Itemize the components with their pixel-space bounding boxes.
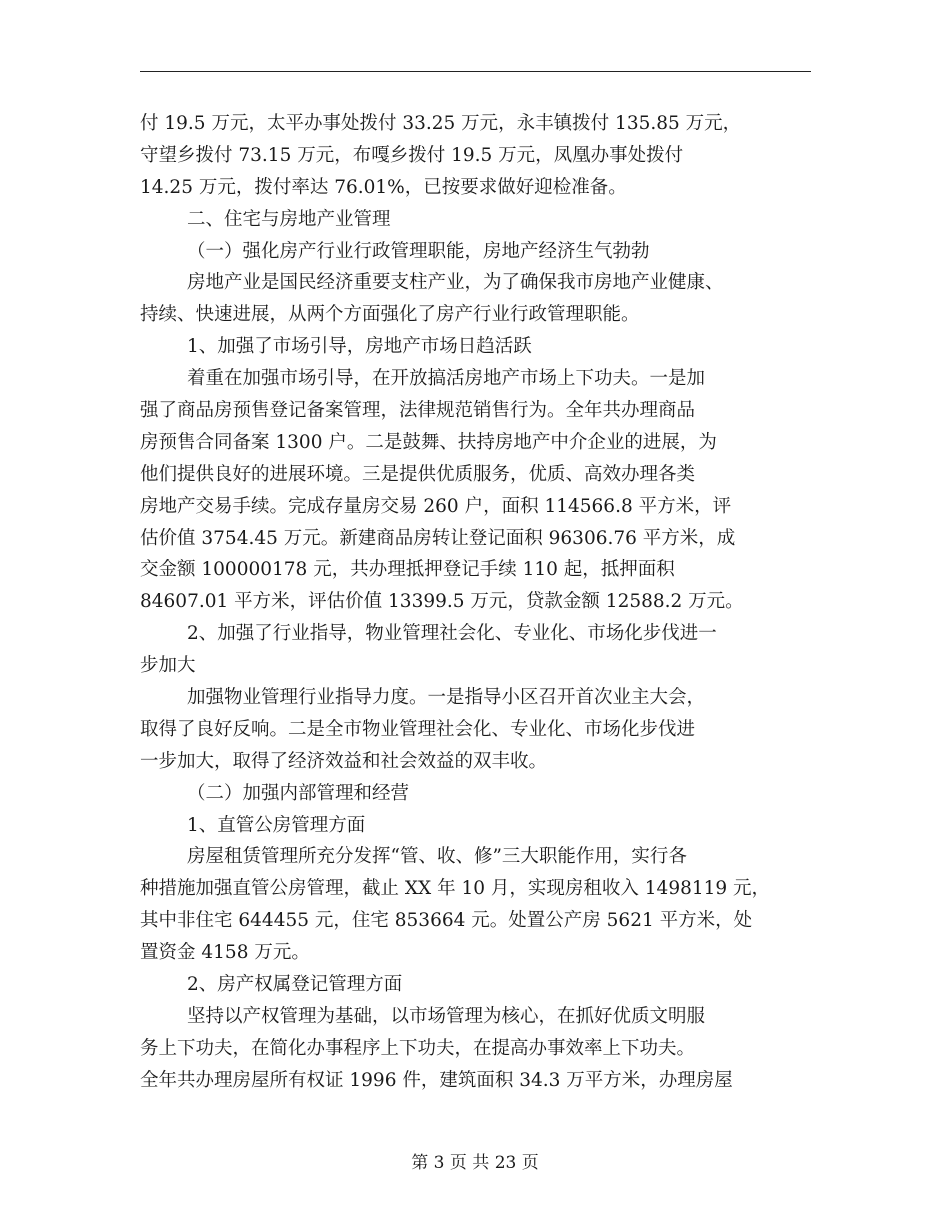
text-line: 加强物业管理行业指导力度。一是指导小区召开首次业主大会， bbox=[187, 687, 706, 709]
text-line: 置资金 4158 万元。 bbox=[140, 942, 310, 964]
text-line: 2、房产权属登记管理方面 bbox=[187, 974, 403, 996]
text-line: 84607.01 平方米，评估价值 13399.5 万元，贷款金额 12588.2 万元。 bbox=[140, 591, 744, 613]
text-line: 2、加强了行业指导，物业管理社会化、专业化、市场化步伐进一 bbox=[187, 623, 717, 645]
text-line: 房屋租赁管理所充分发挥“管、收、修”三大职能作用，实行各 bbox=[187, 846, 687, 868]
text-line: 1、直管公房管理方面 bbox=[187, 814, 366, 836]
document-body bbox=[140, 108, 812, 1097]
text-line: 务上下功夫，在简化办事程序上下功夫，在提高办事效率上下功夫。 bbox=[140, 1037, 696, 1059]
text-line: 种措施加强直管公房管理，截止 XX 年 10 月，实现房租收入 1498119 元， bbox=[140, 878, 771, 900]
text-line: （二）加强内部管理和经营 bbox=[187, 782, 410, 804]
text-line: 其中非住宅 644455 元，住宅 853664 元。处置公产房 5621 平方米，处 bbox=[140, 910, 753, 932]
text-line: 1、加强了市场引导，房地产市场日趋活跃 bbox=[187, 336, 532, 358]
text-line: 取得了良好反响。二是全市物业管理社会化、专业化、市场化步伐进 bbox=[140, 718, 696, 740]
text-line: （一）强化房产行业行政管理职能，房地产经济生气勃勃 bbox=[187, 240, 650, 262]
page-number: 第 3 页 共 23 页 bbox=[411, 1153, 539, 1173]
text-line: 房地产交易手续。完成存量房交易 260 户，面积 114566.8 平方米，评 bbox=[140, 495, 732, 517]
text-line: 守望乡拨付 73.15 万元，布嘎乡拨付 19.5 万元，凤凰办事处拨付 bbox=[140, 144, 684, 166]
text-line: 估价值 3754.45 万元。新建商品房转让登记面积 96306.76 平方米，成 bbox=[140, 527, 736, 549]
text-line: 一步加大，取得了经济效益和社会效益的双丰收。 bbox=[140, 750, 548, 772]
text-line: 着重在加强市场引导，在开放搞活房地产市场上下功夫。一是加 bbox=[187, 368, 706, 390]
text-line: 全年共办理房屋所有权证 1996 件，建筑面积 34.3 万平方米，办理房屋 bbox=[140, 1069, 733, 1091]
text-line: 付 19.5 万元，太平办事处拨付 33.25 万元，永丰镇拨付 135.85 万元， bbox=[140, 113, 742, 134]
header-rule bbox=[140, 71, 811, 72]
text-line: 坚持以产权管理为基础，以市场管理为核心，在抓好优质文明服 bbox=[187, 1005, 706, 1027]
text-line: 他们提供良好的进展环境。三是提供优质服务，优质、高效办理各类 bbox=[140, 463, 696, 485]
text-line: 强了商品房预售登记备案管理，法律规范销售行为。全年共办理商品 bbox=[140, 400, 696, 422]
text-line: 14.25 万元，拨付率达 76.01%，已按要求做好迎检准备。 bbox=[140, 176, 627, 198]
text-line: 交金额 100000178 元，共办理抵押登记手续 110 起，抵押面积 bbox=[140, 559, 675, 581]
text-line: 持续、快速进展，从两个方面强化了房产行业行政管理职能。 bbox=[140, 304, 640, 326]
text-line: 房地产业是国民经济重要支柱产业，为了确保我市房地产业健康、 bbox=[187, 272, 724, 294]
text-line: 步加大 bbox=[140, 655, 196, 677]
text-line: 二、住宅与房地产业管理 bbox=[187, 208, 391, 230]
text-line: 房预售合同备案 1300 户。二是鼓舞、扶持房地产中介企业的进展，为 bbox=[140, 431, 717, 453]
